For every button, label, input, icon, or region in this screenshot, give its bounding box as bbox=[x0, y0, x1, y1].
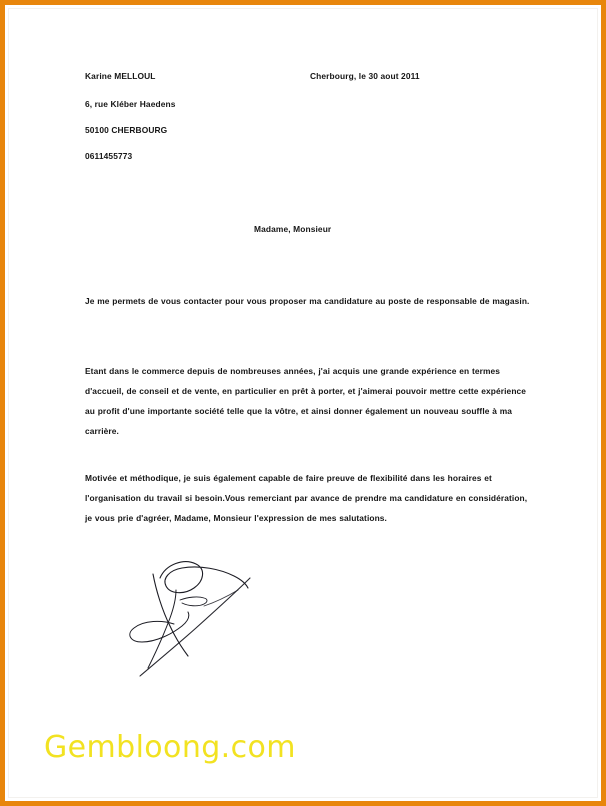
handwritten-signature-icon bbox=[104, 548, 264, 683]
sender-postal-city: 50100 CHERBOURG bbox=[85, 125, 168, 135]
sender-name: Karine MELLOUL bbox=[85, 71, 156, 81]
signature-block bbox=[104, 548, 264, 683]
site-watermark: Gembloong.com bbox=[44, 730, 296, 765]
salutation: Madame, Monsieur bbox=[254, 224, 332, 234]
sender-street-address: 6, rue Kléber Haedens bbox=[85, 99, 176, 109]
place-and-date: Cherbourg, le 30 aout 2011 bbox=[310, 71, 420, 81]
letter-paragraph: Je me permets de vous contacter pour vous proposer ma candidature au poste de responsable de magasin. bbox=[85, 296, 530, 306]
letter-paragraph: Motivée et méthodique, je suis également capable de faire preuve de flexibilité dans les horaires et l'organisation du travail si besoin.Vous remerciant par avance de prendre ma candidature en considération, je vous prie d'agréer, Madame, Monsieur l'expression de mes salutations. bbox=[85, 473, 528, 523]
letter-paragraph: Etant dans le commerce depuis de nombreuses années, j'ai acquis une grande expérience en termes d'accueil, de conseil et de vente, en particulier en prêt à porter, et j'aimerai pouvoir mettre cette expérience au profit d'une importante société telle que la vôtre, et ainsi donner également un nouveau souffle à ma carrière. bbox=[85, 366, 527, 436]
sender-phone-number: 0611455773 bbox=[85, 151, 133, 161]
